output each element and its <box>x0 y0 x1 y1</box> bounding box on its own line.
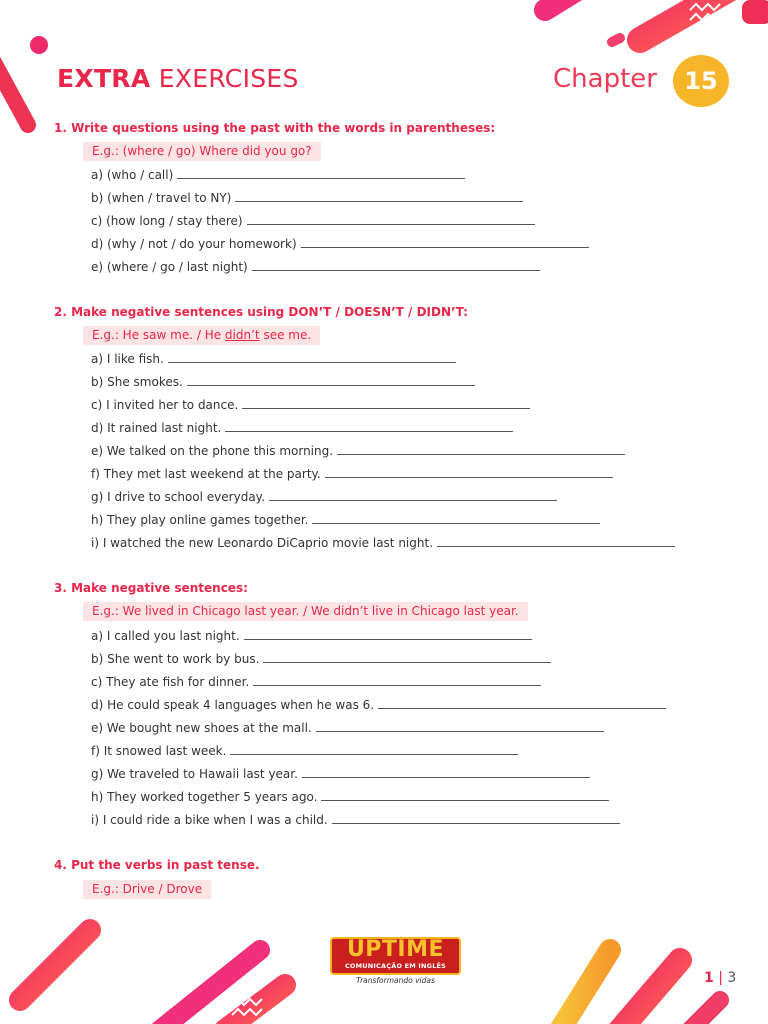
page-total: 3 <box>727 970 737 986</box>
section-3-item: i) I could ride a bike when I was a child. <box>91 811 620 828</box>
section-2-item: i) I watched the new Leonardo DiCaprio movie last night. <box>91 534 675 551</box>
section-3-item: f) It snowed last week. <box>91 742 518 759</box>
section-3-title: 3. Make negative sentences: <box>54 581 248 595</box>
uptime-logo <box>330 937 461 986</box>
section-2-title: 2. Make negative sentences using DON’T / DOESN’T / DIDN’T: <box>54 305 468 319</box>
section-3-example: E.g.: We lived in Chicago last year. / We didn’t live in Chicago last year. <box>83 602 528 621</box>
section-1-item: b) (when / travel to NY) <box>91 189 523 206</box>
page-number <box>704 970 736 986</box>
section-1-item: a) (who / call) <box>91 166 465 183</box>
section-2-item: d) It rained last night. <box>91 419 513 436</box>
section-1-item: c) (how long / stay there) <box>91 212 535 229</box>
section-3-item: h) They worked together 5 years ago. <box>91 788 609 805</box>
page-current: 1 <box>704 970 714 986</box>
section-2-item: h) They play online games together. <box>91 511 600 528</box>
section-3-item: g) We traveled to Hawaii last year. <box>91 765 590 782</box>
title-bold: EXTRA <box>57 64 151 93</box>
section-2-item: a) I like fish. <box>91 350 456 367</box>
section-2-item: f) They met last weekend at the party. <box>91 465 613 482</box>
chapter-number-badge: 15 <box>673 55 729 107</box>
section-1-item: d) (why / not / do your homework) <box>91 235 589 252</box>
section-2-example: E.g.: He saw me. / He didn’t see me. <box>83 326 320 345</box>
section-2-item: e) We talked on the phone this morning. <box>91 442 625 459</box>
logo-subtitle: COMUNICAÇÃO EM INGLÊS <box>344 962 447 970</box>
page-separator: | <box>718 970 723 986</box>
section-3-item: d) He could speak 4 languages when he was 6. <box>91 696 666 713</box>
section-4-example: E.g.: Drive / Drove <box>83 880 211 899</box>
page-title <box>57 64 299 93</box>
section-3-item: e) We bought new shoes at the mall. <box>91 719 604 736</box>
section-3-item: b) She went to work by bus. <box>91 650 551 667</box>
section-3-item: c) They ate fish for dinner. <box>91 673 541 690</box>
section-2-item: c) I invited her to dance. <box>91 396 530 413</box>
chapter-label: Chapter <box>553 64 657 94</box>
section-1-example: E.g.: (where / go) Where did you go? <box>83 142 321 161</box>
section-2-item: g) I drive to school everyday. <box>91 488 557 505</box>
section-1-title: 1. Write questions using the past with the words in parentheses: <box>54 121 496 135</box>
section-3-item: a) I called you last night. <box>91 627 532 644</box>
title-light: EXERCISES <box>158 64 299 93</box>
section-2-item: b) She smokes. <box>91 373 475 390</box>
logo-tagline: Transformando vidas <box>356 976 435 985</box>
section-4-title: 4. Put the verbs in past tense. <box>54 858 260 872</box>
section-1-item: e) (where / go / last night) <box>91 258 540 275</box>
logo-wordmark: UPTIME <box>346 937 445 962</box>
